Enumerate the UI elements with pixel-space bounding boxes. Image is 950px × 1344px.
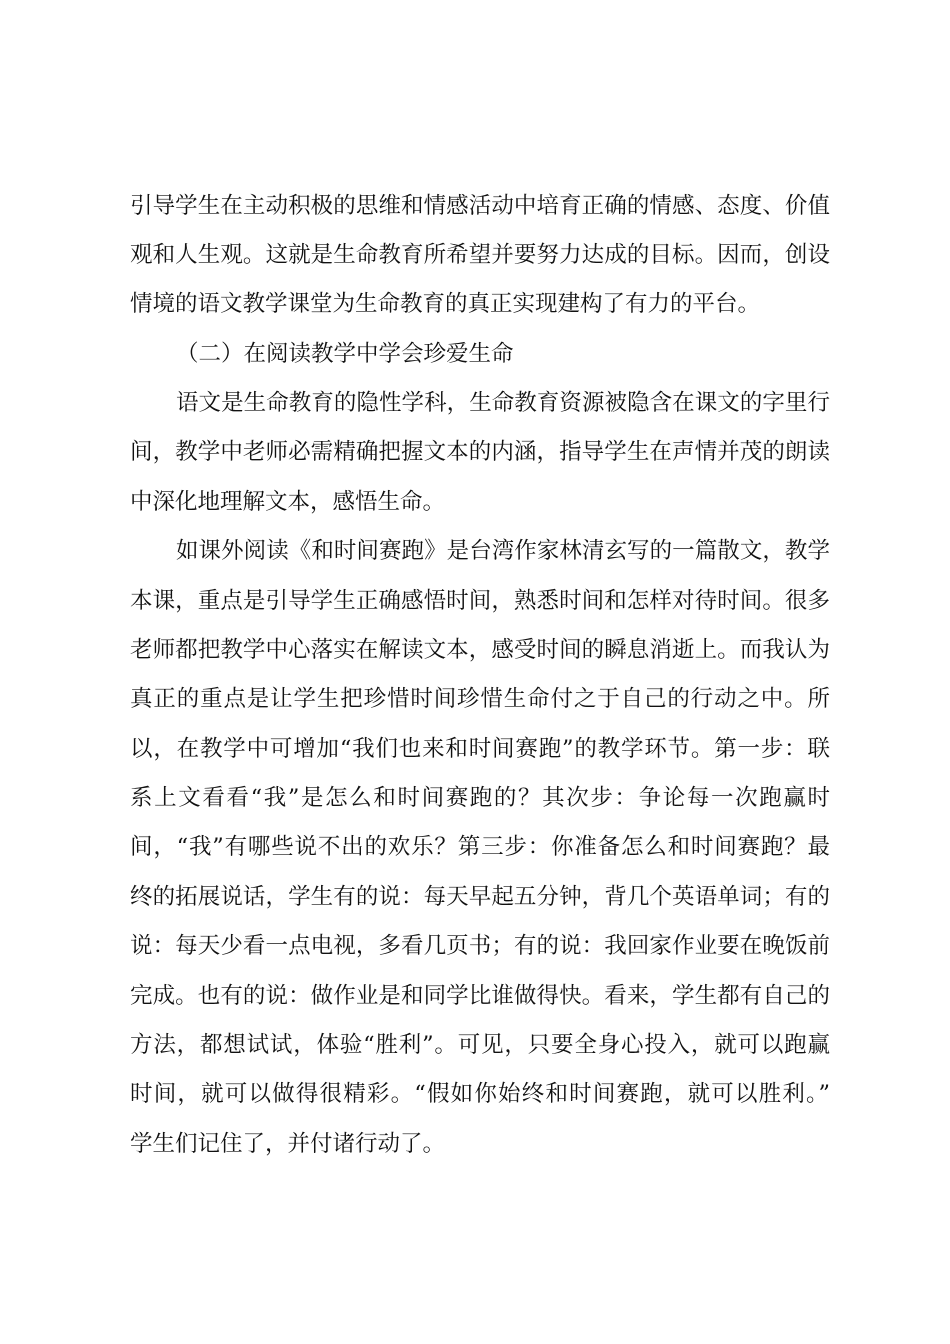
text-line-10: 老师都把教学中心落实在解读文本，感受时间的瞬息消逝上。而我认为	[130, 637, 830, 663]
text-line-1: 引导学生在主动积极的思维和情感活动中培育正确的情感、态度、价值	[130, 193, 830, 219]
text-line-8: 如课外阅读《和时间赛跑》是台湾作家林清玄写的一篇散文，教学	[176, 538, 830, 564]
text-line-15: 终的拓展说话，学生有的说：每天早起五分钟，背几个英语单词；有的	[130, 884, 830, 910]
text-line-11: 真正的重点是让学生把珍惜时间珍惜生命付之于自己的行动之中。所	[130, 686, 830, 712]
section-heading: （二）在阅读教学中学会珍爱生命	[176, 341, 514, 367]
text-line-17: 完成。也有的说：做作业是和同学比谁做得快。看来，学生都有自己的	[130, 983, 830, 1009]
text-line-19: 时间，就可以做得很精彩。“假如你始终和时间赛跑，就可以胜利。”	[130, 1081, 830, 1107]
text-line-5: 语文是生命教育的隐性学科，生命教育资源被隐含在课文的字里行	[176, 390, 830, 416]
text-line-6: 间，教学中老师必需精确把握文本的内涵，指导学生在声情并茂的朗读	[130, 439, 830, 465]
text-line-14: 间，“我”有哪些说不出的欢乐？第三步：你准备怎么和时间赛跑？最	[130, 834, 830, 860]
text-line-20: 学生们记住了，并付诸行动了。	[130, 1131, 446, 1157]
text-line-2: 观和人生观。这就是生命教育所希望并要努力达成的目标。因而，创设	[130, 242, 830, 268]
text-line-12: 以，在教学中可增加“我们也来和时间赛跑”的教学环节。第一步：联	[130, 736, 830, 762]
text-line-16: 说：每天少看一点电视，多看几页书；有的说：我回家作业要在晚饭前	[130, 933, 830, 959]
text-line-18: 方法，都想试试，体验“胜利”。可见，只要全身心投入，就可以跑赢	[130, 1032, 830, 1058]
text-line-3: 情境的语文教学课堂为生命教育的真正实现建构了有力的平台。	[130, 291, 761, 317]
text-line-13: 系上文看看“我”是怎么和时间赛跑的？其次步：争论每一次跑赢时	[130, 785, 830, 811]
text-line-7: 中深化地理解文本，感悟生命。	[130, 489, 446, 515]
text-line-9: 本课，重点是引导学生正确感悟时间，熟悉时间和怎样对待时间。很多	[130, 588, 830, 614]
